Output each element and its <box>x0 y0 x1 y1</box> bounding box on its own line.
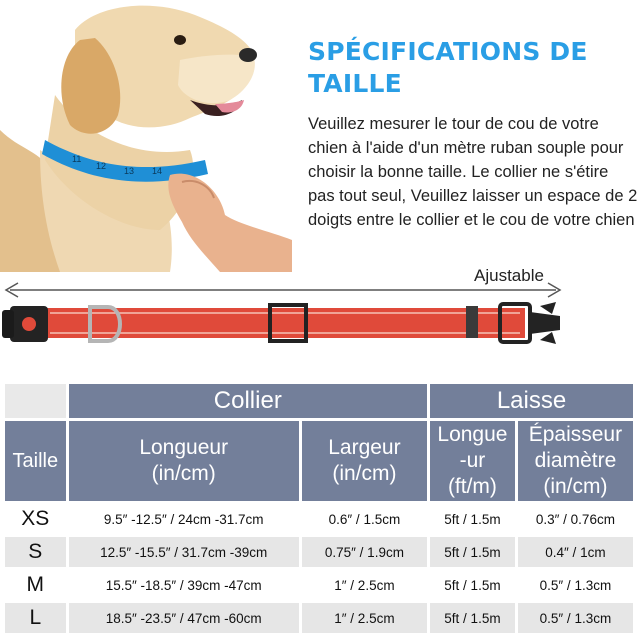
header-line: Longue <box>437 423 508 446</box>
adjustable-label: Ajustable <box>474 266 544 285</box>
tape-number: 12 <box>96 161 107 171</box>
spec-description: Veuillez mesurer le tour de cou de votre chien à l'aide d'un mètre ruban souple pour choisir la bonne taille. Le collier ne s'étire pas tout seul, Veuillez laisser un espace de 2 doigts entre le collier et le cou de votre chien <box>308 115 638 229</box>
table-row <box>5 504 633 534</box>
cell-laisse: 5ft / 1.5m <box>430 504 515 534</box>
cell-largeur: 1″ / 2.5cm <box>302 570 427 600</box>
tape-number: 14 <box>152 166 163 176</box>
cell-epaisseur: 0.5″ / 1.3cm <box>518 570 633 600</box>
cell-laisse: 5ft / 1.5m <box>430 603 515 633</box>
group-header-laisse: Laisse <box>430 384 633 418</box>
tape-number: 13 <box>124 166 135 176</box>
cell-epaisseur: 0.3″ / 0.76cm <box>518 504 633 534</box>
header-line: Épaisseur <box>528 423 623 446</box>
cell-size: XS <box>5 504 66 534</box>
table-corner <box>5 384 66 418</box>
column-header-epaisseur <box>518 421 633 501</box>
cell-size: L <box>5 603 66 633</box>
table-row <box>5 537 633 567</box>
collar-buckle <box>2 306 48 342</box>
column-header-taille: Taille <box>5 421 66 501</box>
dog-measuring-illustration <box>0 0 292 272</box>
collar-illustration <box>0 262 640 352</box>
dog-photo <box>0 0 292 272</box>
header-line: Largeur <box>328 436 401 459</box>
size-table <box>2 381 636 636</box>
table-row <box>5 570 633 600</box>
header-line: diamètre <box>534 449 617 472</box>
cell-longueur: 15.5″ -18.5″ / 39cm -47cm <box>69 570 299 600</box>
cell-largeur: 1″ / 2.5cm <box>302 603 427 633</box>
cell-epaisseur: 0.5″ / 1.3cm <box>518 603 633 633</box>
header-line: (ft/m) <box>447 475 497 498</box>
header-line: (in/cm) <box>332 462 397 485</box>
cell-longueur: 18.5″ -23.5″ / 47cm -60cm <box>69 603 299 633</box>
spec-title: SPÉCIFICATIONS DE TAILLE <box>308 37 588 98</box>
cell-epaisseur: 0.4″ / 1cm <box>518 537 633 567</box>
column-header-longueur-laisse <box>430 421 515 501</box>
adjustable-arrow-icon <box>6 283 560 297</box>
cell-size: M <box>5 570 66 600</box>
cell-longueur: 9.5″ -12.5″ / 24cm -31.7cm <box>69 504 299 534</box>
header-line: Longueur <box>139 436 229 459</box>
cell-size: S <box>5 537 66 567</box>
column-header-largeur <box>302 421 427 501</box>
column-header-longueur <box>69 421 299 501</box>
header-line: (in/cm) <box>543 475 608 498</box>
cell-largeur: 0.6″ / 1.5cm <box>302 504 427 534</box>
cell-largeur: 0.75″ / 1.9cm <box>302 537 427 567</box>
cell-laisse: 5ft / 1.5m <box>430 537 515 567</box>
group-header-collier: Collier <box>69 384 427 418</box>
cell-laisse: 5ft / 1.5m <box>430 570 515 600</box>
table-row <box>5 603 633 633</box>
header-line: (in/cm) <box>151 462 216 485</box>
header-line: -ur <box>459 449 486 472</box>
tape-number: 11 <box>72 154 82 164</box>
cell-longueur: 12.5″ -15.5″ / 31.7cm -39cm <box>69 537 299 567</box>
